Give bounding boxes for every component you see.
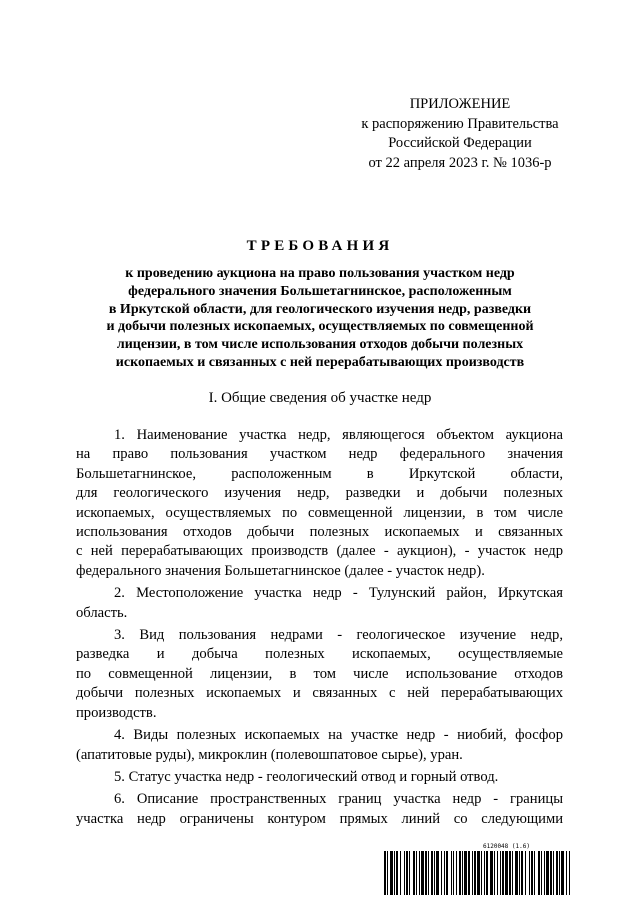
- appendix-order-ref: к распоряжению Правительства: [361, 115, 559, 132]
- barcode-bar: [400, 851, 401, 895]
- barcode: [383, 843, 573, 895]
- text-line: 2. Местоположение участка недр - Тулунский район, Иркутская: [114, 585, 563, 602]
- barcode-bar: [406, 851, 408, 895]
- text-line: использования отходов добычи полезных ископаемых и связанных: [76, 524, 563, 541]
- barcode-bar: [490, 851, 493, 895]
- text-line: на право пользования участком недр федерального значения: [76, 446, 563, 463]
- subtitle-line: в Иркутской области, для геологического изучения недр, разведки: [108, 301, 532, 317]
- text-line: производств.: [76, 704, 157, 721]
- text-line: 1. Наименование участка недр, являющегося объектом аукциона: [114, 427, 563, 443]
- barcode-bar: [481, 851, 482, 895]
- barcode-bar: [428, 851, 429, 895]
- barcode-bar: [553, 851, 554, 895]
- barcode-bar: [436, 851, 439, 895]
- text-line: для геологического изучения недр, разведки и добычи полезных: [76, 485, 563, 502]
- text-line: участка недр ограничены контуром прямых линий со следующими: [76, 810, 563, 827]
- paragraph-5: [76, 768, 563, 787]
- barcode-bar: [451, 851, 452, 895]
- barcode-bar: [525, 851, 526, 895]
- section-heading: I. Общие сведения об участке недр: [208, 390, 432, 406]
- barcode-bar: [561, 851, 564, 895]
- barcode-bar: [387, 851, 388, 895]
- appendix-date-number: от 22 апреля 2023 г. № 1036-р: [368, 154, 552, 171]
- barcode-bar: [453, 851, 454, 895]
- barcode-bar: [390, 851, 393, 895]
- text-line: Большетагнинское, расположенным в Иркутской области,: [76, 465, 563, 482]
- barcode-bar: [550, 851, 552, 895]
- barcode-bar: [431, 851, 433, 895]
- document-title: ТРЕБОВАНИЯ: [246, 238, 394, 254]
- barcode-bar: [505, 851, 508, 895]
- barcode-bar: [519, 851, 520, 895]
- text-line: добычи полезных ископаемых и связанных с ней перерабатывающих: [76, 685, 563, 702]
- appendix-label: ПРИЛОЖЕНИЕ: [409, 96, 511, 112]
- paragraph-1: [76, 426, 563, 581]
- barcode-bar: [546, 851, 549, 895]
- text-line: (апатитовые руды), микроклин (полевошпатовое сырье), уран.: [76, 746, 463, 763]
- barcode-bar: [474, 851, 476, 895]
- text-line: 5. Статус участка недр - геологический отвод и горный отвод.: [114, 768, 499, 785]
- text-line: с ней перерабатывающих производств (далее - аукцион), - участок недр: [76, 543, 563, 560]
- paragraph-3: [76, 626, 563, 723]
- barcode-bar: [468, 851, 470, 895]
- subtitle-line: и добычи полезных ископаемых, осуществляемых по совмещенной: [106, 319, 534, 335]
- barcode-bar: [384, 851, 386, 895]
- document-subtitle: [70, 265, 570, 372]
- barcode-bars: [383, 851, 573, 895]
- text-line: 3. Вид пользования недрами - геологическое изучение недр,: [114, 627, 563, 644]
- barcode-bar: [529, 851, 530, 895]
- subtitle-line: федерального значения Большетагнинское, расположенным: [128, 283, 512, 299]
- text-line: 4. Виды полезных ископаемых на участке недр - ниобий, фосфор: [114, 727, 563, 744]
- barcode-bar: [486, 851, 488, 895]
- barcode-bar: [521, 851, 523, 895]
- barcode-bar: [446, 851, 448, 895]
- barcode-bar: [494, 851, 495, 895]
- paragraph-2: [76, 584, 563, 623]
- barcode-bar: [472, 851, 473, 895]
- barcode-bar: [497, 851, 498, 895]
- barcode-label: 6120048 (1.6): [483, 843, 530, 850]
- barcode-bar: [434, 851, 435, 895]
- barcode-bar: [441, 851, 442, 895]
- barcode-bar: [459, 851, 461, 895]
- barcode-bar: [444, 851, 445, 895]
- barcode-bar: [544, 851, 545, 895]
- barcode-bar: [541, 851, 542, 895]
- barcode-bar: [462, 851, 463, 895]
- document-body: [76, 426, 563, 832]
- barcode-bar: [512, 851, 513, 895]
- barcode-bar: [484, 851, 485, 895]
- barcode-bar: [477, 851, 480, 895]
- barcode-bar: [416, 851, 417, 895]
- text-line: федерального значения Большетагнинское (далее - участок недр).: [76, 562, 485, 579]
- text-line: ископаемых, осуществляемых по совмещенной лицензии, в том числе: [76, 504, 563, 521]
- barcode-bar: [396, 851, 398, 895]
- barcode-bar: [500, 851, 501, 895]
- barcode-bar: [559, 851, 560, 895]
- paragraph-6: [76, 790, 563, 829]
- barcode-bar: [531, 851, 533, 895]
- barcode-bar: [534, 851, 535, 895]
- barcode-bar: [569, 851, 570, 895]
- text-line: область.: [76, 604, 128, 621]
- barcode-bar: [425, 851, 427, 895]
- barcode-bar: [409, 851, 410, 895]
- subtitle-line: лицензии, в том числе использования отходов добычи полезных: [116, 337, 524, 353]
- barcode-bar: [515, 851, 518, 895]
- barcode-bar: [413, 851, 415, 895]
- barcode-bar: [456, 851, 457, 895]
- barcode-bar: [556, 851, 558, 895]
- barcode-bar: [419, 851, 420, 895]
- barcode-bar: [394, 851, 395, 895]
- appendix-block: [340, 95, 580, 173]
- appendix-government: Российской Федерации: [388, 135, 532, 151]
- subtitle-line: к проведению аукциона на право пользования участком недр: [125, 266, 515, 281]
- barcode-bar: [566, 851, 567, 895]
- text-line: разведка и добыча полезных ископаемых, осуществляемые: [76, 646, 563, 663]
- barcode-bar: [421, 851, 424, 895]
- barcode-bar: [404, 851, 405, 895]
- barcode-bar: [538, 851, 540, 895]
- paragraph-4: [76, 726, 563, 765]
- text-line: по совмещенной лицензии, в том числе использование отходов: [76, 665, 563, 682]
- barcode-bar: [509, 851, 511, 895]
- barcode-bar: [464, 851, 467, 895]
- text-line: 6. Описание пространственных границ участка недр - границы: [114, 791, 563, 808]
- subtitle-line: ископаемых и связанных с ней перерабатывающих производств: [115, 354, 525, 370]
- barcode-bar: [502, 851, 504, 895]
